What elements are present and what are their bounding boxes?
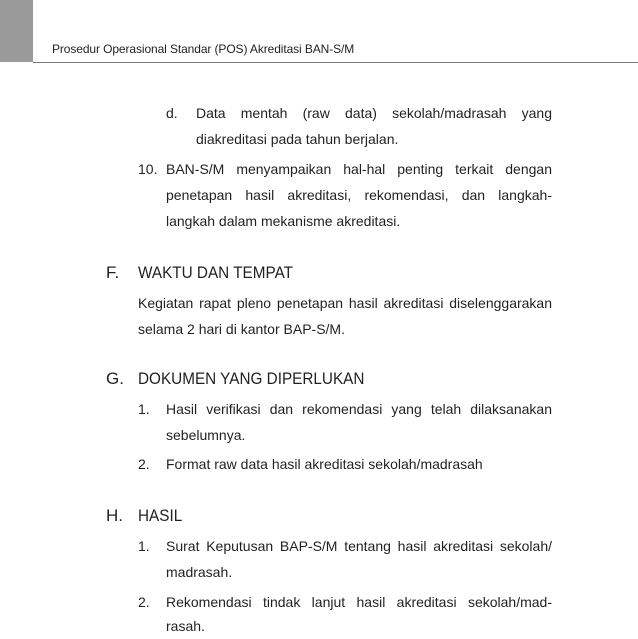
section-h-item-1-line1: Surat Keputusan BAP-S/M tentang hasil akreditasi sekolah/ bbox=[166, 538, 552, 554]
section-h-title: HASIL bbox=[138, 506, 183, 525]
item-10-line2: penetapan hasil akreditasi, rekomendasi, dan langkah- bbox=[166, 187, 552, 203]
section-h-item-2-line1: Rekomendasi tindak lanjut hasil akreditasi sekolah/mad- bbox=[166, 594, 552, 610]
section-g-item-1-line1: Hasil verifikasi dan rekomendasi yang telah dilaksanakan bbox=[166, 401, 552, 417]
list-marker-10: 10. bbox=[138, 161, 158, 177]
section-h-letter: H. bbox=[106, 506, 123, 525]
item-d-line2: diakreditasi pada tahun berjalan. bbox=[196, 131, 399, 147]
section-g-letter: G. bbox=[106, 369, 124, 388]
running-header: Prosedur Operasional Standar (POS) Akreditasi BAN-S/M bbox=[52, 42, 355, 56]
item-10-line1: BAN-S/M menyampaikan hal-hal penting terkait dengan bbox=[166, 161, 552, 177]
section-h-item-1-line2: madrasah. bbox=[166, 564, 233, 580]
section-h-item-2-line2: rasah. bbox=[166, 618, 205, 634]
section-f-letter: F. bbox=[106, 263, 120, 282]
item-d-line1: Data mentah (raw data) sekolah/madrasah yang bbox=[196, 105, 552, 121]
section-g-item-1-line2: sebelumnya. bbox=[166, 427, 246, 443]
section-g-item-1-marker: 1. bbox=[138, 401, 150, 417]
section-h-item-2-marker: 2. bbox=[138, 594, 150, 610]
section-g-item-2-marker: 2. bbox=[138, 456, 150, 472]
page-edge-tab bbox=[0, 0, 33, 62]
section-f-line2: selama 2 hari di kantor BAP-S/M. bbox=[138, 321, 345, 337]
header-rule bbox=[33, 62, 638, 63]
section-g-item-2-line1: Format raw data hasil akreditasi sekolah/madrasah bbox=[166, 456, 483, 472]
section-g-title: DOKUMEN YANG DIPERLUKAN bbox=[138, 369, 365, 388]
section-f-line1: Kegiatan rapat pleno penetapan hasil akreditasi diselenggarakan bbox=[138, 295, 552, 311]
list-marker-d: d. bbox=[166, 105, 178, 121]
section-f-title: WAKTU DAN TEMPAT bbox=[138, 263, 293, 282]
section-h-item-1-marker: 1. bbox=[138, 538, 150, 554]
item-10-line3: langkah dalam mekanisme akreditasi. bbox=[166, 213, 401, 229]
